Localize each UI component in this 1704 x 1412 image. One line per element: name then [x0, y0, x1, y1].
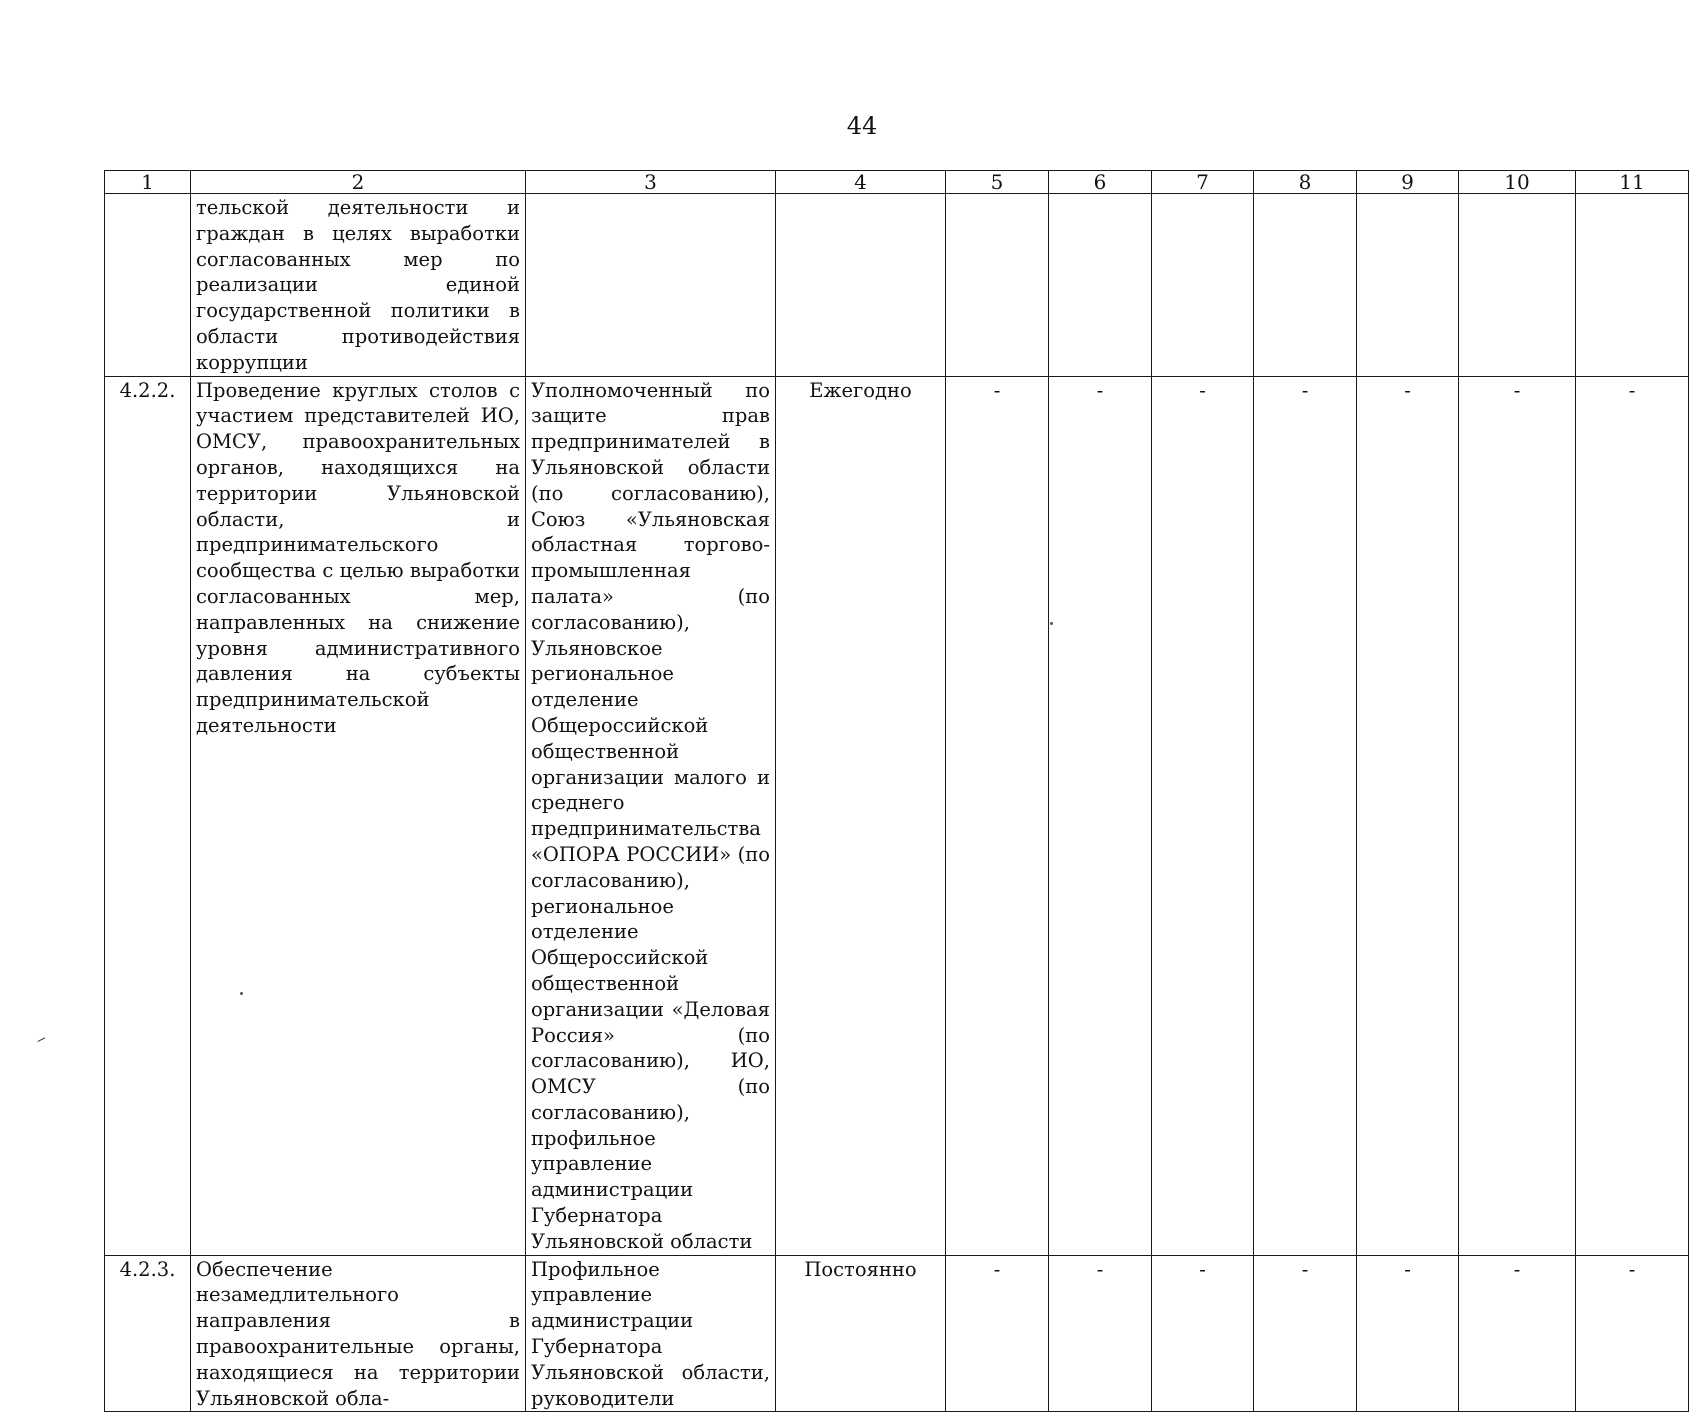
value-cell: - [1254, 376, 1357, 1255]
value-cell: - [1459, 1255, 1576, 1412]
row-number: 4.2.3. [105, 1255, 191, 1412]
activity-cell: Обеспечение незамедлительного направления в правоохранительные органы, находящиеся на территории Ульяновской обла- [191, 1255, 526, 1412]
value-cell: - [1357, 1255, 1459, 1412]
row-number [105, 194, 191, 377]
table-row [105, 376, 1689, 1255]
measures-table [104, 170, 1689, 1412]
value-cell: - [1152, 376, 1254, 1255]
header-row [105, 171, 1689, 194]
column-header: 11 [1576, 171, 1689, 194]
value-cell [1459, 194, 1576, 377]
scan-speck [240, 992, 243, 995]
column-header: 3 [526, 171, 776, 194]
column-header: 6 [1049, 171, 1152, 194]
table-row [105, 1255, 1689, 1412]
responsible-cell [526, 194, 776, 377]
column-header: 4 [776, 171, 946, 194]
value-cell [1254, 194, 1357, 377]
column-header: 10 [1459, 171, 1576, 194]
value-cell [1152, 194, 1254, 377]
value-cell: - [1576, 1255, 1689, 1412]
value-cell [1576, 194, 1689, 377]
value-cell: - [1576, 376, 1689, 1255]
value-cell: - [1049, 376, 1152, 1255]
value-cell [1357, 194, 1459, 377]
deadline-cell [776, 194, 946, 377]
page-number: 44 [846, 112, 878, 140]
deadline-cell: Ежегодно [776, 376, 946, 1255]
value-cell: - [1254, 1255, 1357, 1412]
responsible-cell: Уполномоченный по защите прав предпринимателей в Ульяновской области (по согласованию), Союз «Ульяновская областная торгово-промышленная палата» (по согласованию), Ульяновское региональное отделение Общероссийской общественной организации малого и среднего предпринимательства «ОПОРА РОССИИ» (по согласованию), региональное отделение Общероссийской общественной организации «Деловая Россия» (по согласованию), ИО, ОМСУ (по согласованию), профильное управление администрации Губернатора Ульяновской области [526, 376, 776, 1255]
column-header: 5 [946, 171, 1049, 194]
value-cell [1049, 194, 1152, 377]
responsible-cell: Профильное управление администрации Губернатора Ульяновской области, руководители [526, 1255, 776, 1412]
column-header: 9 [1357, 171, 1459, 194]
row-number: 4.2.2. [105, 376, 191, 1255]
activity-cell: тельской деятельности и граждан в целях выработки согласованных мер по реализации единой государственной политики в области противодействия коррупции [191, 194, 526, 377]
table-row [105, 194, 1689, 377]
value-cell: - [1152, 1255, 1254, 1412]
value-cell: - [1049, 1255, 1152, 1412]
value-cell: - [946, 1255, 1049, 1412]
value-cell: - [1357, 376, 1459, 1255]
column-header: 8 [1254, 171, 1357, 194]
column-header: 7 [1152, 171, 1254, 194]
value-cell: - [1459, 376, 1576, 1255]
column-header: 2 [191, 171, 526, 194]
value-cell [946, 194, 1049, 377]
column-header: 1 [105, 171, 191, 194]
value-cell: - [946, 376, 1049, 1255]
activity-cell: Проведение круглых столов с участием представителей ИО, ОМСУ, правоохранительных органов, находящихся на территории Ульяновской области, и предпринимательского сообщества с целью выработки согласованных мер, направленных на снижение уровня административного давления на субъекты предпринимательской деятельности [191, 376, 526, 1255]
deadline-cell: Постоянно [776, 1255, 946, 1412]
scan-speck [1050, 622, 1053, 625]
scan-mark [38, 1037, 47, 1044]
